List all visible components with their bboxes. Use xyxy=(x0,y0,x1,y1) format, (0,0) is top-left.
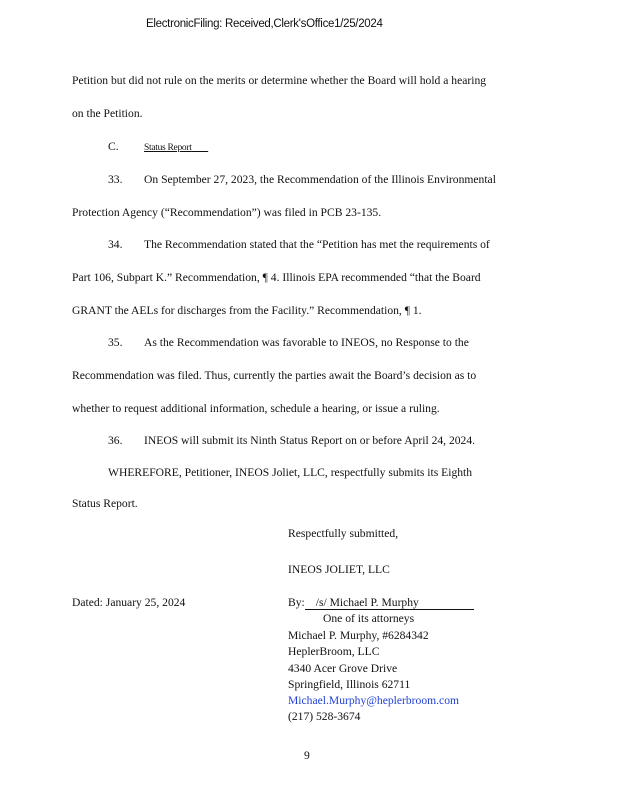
attorney-name: Michael P. Murphy, #6284342 xyxy=(288,629,429,642)
signature-by-line xyxy=(288,596,474,610)
section-letter: C. xyxy=(108,140,119,153)
wherefore-clause-line-2: Status Report. xyxy=(72,497,138,510)
continuation-line-2: on the Petition. xyxy=(72,107,143,120)
electronic-signature: /s/ Michael P. Murphy xyxy=(305,597,474,610)
paragraph-35-line-2: Recommendation was filed. Thus, currently the parties await the Board’s decision as to xyxy=(72,369,477,382)
filing-stamp-header: ElectronicFiling: Received,Clerk'sOffice1/25/2024 xyxy=(146,18,383,30)
paragraph-number: 36. xyxy=(108,434,123,447)
company-name: INEOS JOLIET, LLC xyxy=(288,563,390,576)
by-label: By: xyxy=(288,596,305,609)
paragraph-number: 34. xyxy=(108,238,123,251)
continuation-line-1: Petition but did not rule on the merits or determine whether the Board will hold a hearing xyxy=(72,74,487,87)
closing-salutation: Respectfully submitted, xyxy=(288,527,399,540)
firm-name: HeplerBroom, LLC xyxy=(288,645,380,658)
section-heading xyxy=(108,140,208,155)
page-number: 9 xyxy=(304,749,310,762)
section-title: Status Report xyxy=(144,143,192,153)
paragraph-text: INEOS will submit its Ninth Status Report on or before April 24, 2024. xyxy=(144,434,476,447)
paragraph-36 xyxy=(108,434,475,448)
paragraph-34-line-2: Part 106, Subpart K.” Recommendation, ¶ 4. Illinois EPA recommended “that the Board xyxy=(72,271,481,284)
paragraph-35 xyxy=(108,336,469,350)
paragraph-33 xyxy=(108,173,496,187)
phone-number: (217) 528-3674 xyxy=(288,710,361,723)
attorney-role: One of its attorneys xyxy=(323,612,415,625)
paragraph-35-line-3: whether to request additional information, schedule a hearing, or issue a ruling. xyxy=(72,402,440,415)
address-line-2: Springfield, Illinois 62711 xyxy=(288,678,411,691)
paragraph-33-line-2: Protection Agency (“Recommendation”) was filed in PCB 23-135. xyxy=(72,206,382,219)
dated-line: Dated: January 25, 2024 xyxy=(72,596,186,609)
paragraph-number: 33. xyxy=(108,173,123,186)
paragraph-34 xyxy=(108,238,490,252)
paragraph-34-line-3: GRANT the AELs for discharges from the Facility.” Recommendation, ¶ 1. xyxy=(72,304,422,317)
paragraph-text: As the Recommendation was favorable to INEOS, no Response to the xyxy=(144,336,469,349)
wherefore-clause: WHEREFORE, Petitioner, INEOS Joliet, LLC, respectfully submits its Eighth xyxy=(108,466,473,479)
paragraph-text: The Recommendation stated that the “Petition has met the requirements of xyxy=(144,238,490,251)
paragraph-number: 35. xyxy=(108,336,123,349)
address-line-1: 4340 Acer Grove Drive xyxy=(288,662,398,675)
email-link[interactable]: Michael.Murphy@heplerbroom.com xyxy=(288,694,460,707)
paragraph-text: On September 27, 2023, the Recommendation of the Illinois Environmental xyxy=(144,173,496,186)
